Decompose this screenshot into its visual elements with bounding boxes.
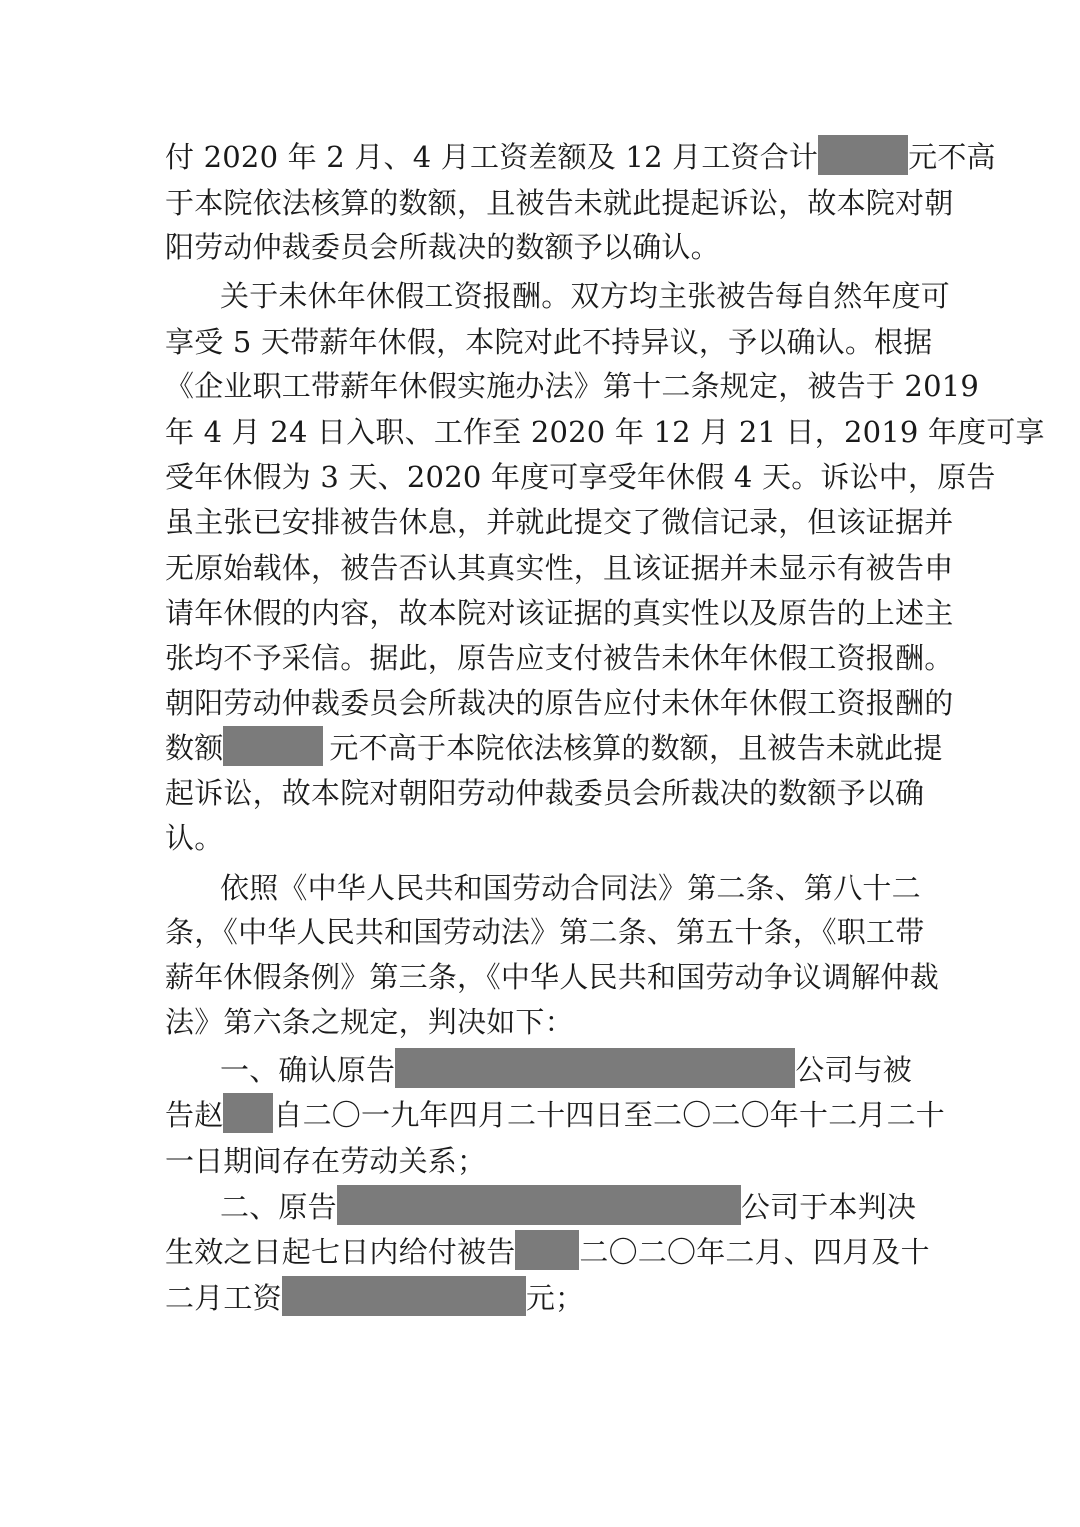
text-line: 年 4 月 24 日入职、工作至 2020 年 12 月 21 日，2019 年度可享 [165,415,1045,449]
redaction-block [223,1093,273,1133]
text-line: 虽主张已安排被告休息，并就此提交了微信记录，但该证据并 [165,505,954,539]
text-line: 请年休假的内容，故本院对该证据的真实性以及原告的上述主 [165,596,954,630]
redaction-block [337,1185,741,1225]
text-line: 张均不予采信。据此，原告应支付被告未休年休假工资报酬。 [165,641,954,675]
text-line: 薪年休假条例》第三条，《中华人民共和国劳动争议调解仲裁 [165,960,939,994]
redaction-block [395,1048,795,1088]
text-line: 阳劳动仲裁委员会所裁决的数额予以确认。 [165,230,720,264]
text-line: 法》第六条之规定，判决如下： [165,1005,574,1039]
text-line: 无原始载体，被告否认其真实性，且该证据并未显示有被告申 [165,551,954,585]
paragraph-start-line: 二、原告 公司于本判决 [220,1185,910,1230]
text-line: 二月工资 元； [165,1276,905,1321]
text-line: 于本院依法核算的数额，且被告未就此提起诉讼，故本院对朝 [165,186,954,220]
text-line: 起诉讼，故本院对朝阳劳动仲裁委员会所裁决的数额予以确 [165,776,925,810]
text-line: 享受 5 天带薪年休假，本院对此不持异议，予以确认。根据 [165,325,933,359]
text-line: 告赵 自二〇一九年四月二十四日至二〇二〇年十二月二十 [165,1093,905,1138]
redaction-block [515,1230,579,1270]
text-line: 数额 元不高于本院依法核算的数额，且被告未就此提 [165,726,905,771]
text-line: 《企业职工带薪年休假实施办法》第十二条规定，被告于 2019 [165,369,980,403]
text-line: 受年休假为 3 天、2020 年度可享受年休假 4 天。诉讼中，原告 [165,460,996,494]
text-line: 条，《中华人民共和国劳动法》第二条、第五十条，《职工带 [165,915,925,949]
paragraph-start-line: 依照《中华人民共和国劳动合同法》第二条、第八十二 [220,871,921,905]
text-line: 朝阳劳动仲裁委员会所裁决的原告应付未休年休假工资报酬的 [165,686,954,720]
text-line: 生效之日起七日内给付被告 二〇二〇年二月、四月及十 [165,1230,905,1275]
redaction-block [282,1276,526,1316]
text-line: 付 2020 年 2 月、4 月工资差额及 12 月工资合计 元不高 [165,135,905,180]
redaction-block [223,726,323,766]
redaction-block [818,135,908,175]
paragraph-start-line: 关于未休年休假工资报酬。双方均主张被告每自然年度可 [220,279,951,313]
text-line: 一日期间存在劳动关系； [165,1144,487,1178]
text-line: 认。 [165,821,224,855]
paragraph-start-line: 一、确认原告 公司与被 [220,1048,910,1093]
